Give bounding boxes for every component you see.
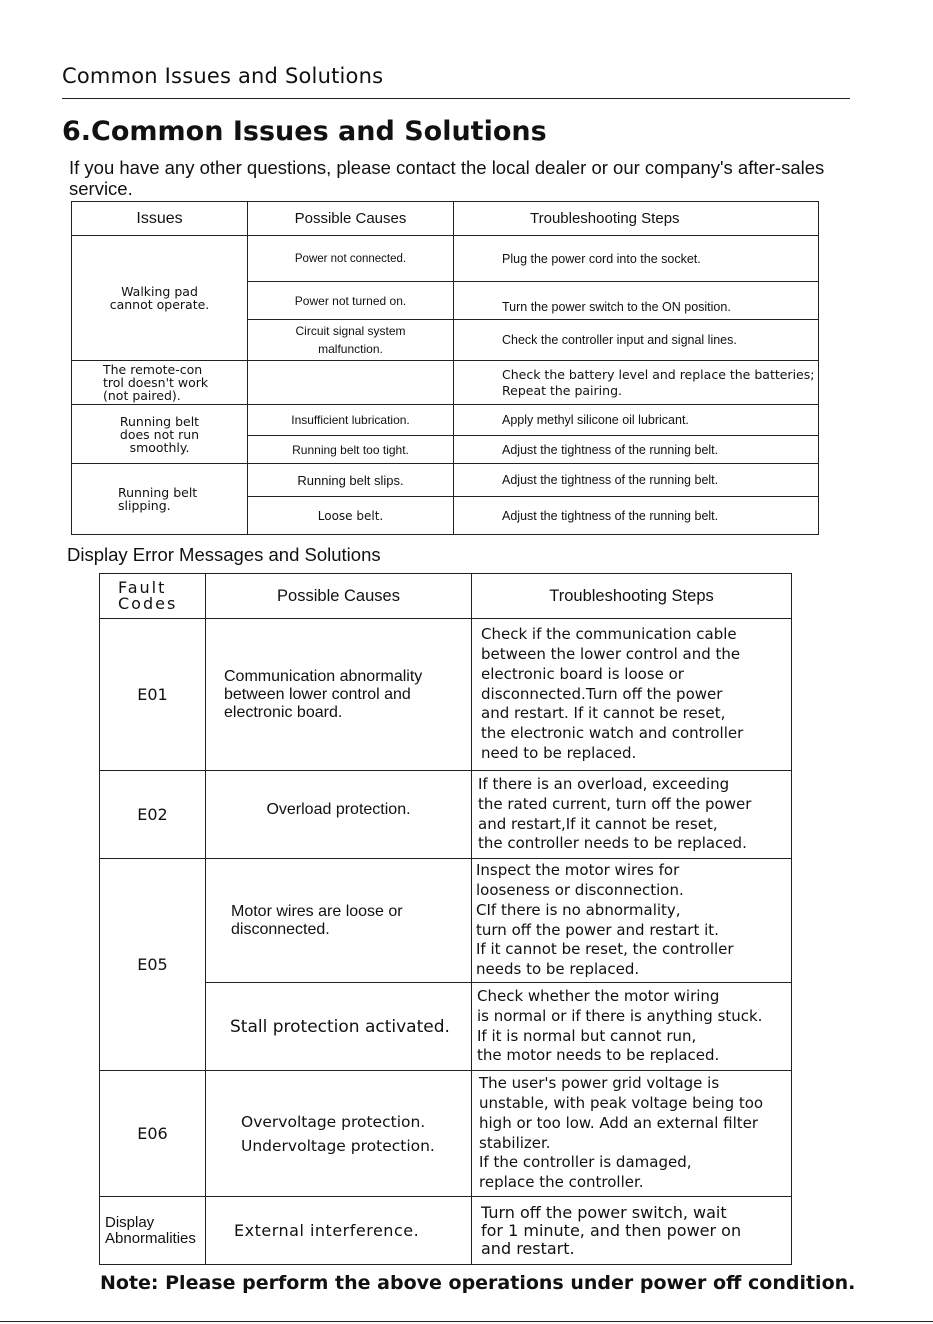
fault-code-e01: E01 bbox=[100, 619, 206, 771]
header-troubleshooting-steps: Troubleshooting Steps bbox=[472, 574, 792, 619]
table-row bbox=[72, 361, 819, 405]
error-codes-table bbox=[99, 573, 792, 1265]
page-header-title: Common Issues and Solutions bbox=[62, 64, 384, 88]
step-cell: Inspect the motor wires for looseness or disconnection. CIf there is no abnormality, turn off the power and restart it. If it cannot be reset, the controller needs to be replaced. bbox=[472, 859, 792, 983]
issue-cell: Running belt does not run smoothly. bbox=[72, 405, 248, 464]
header-possible-causes: Possible Causes bbox=[206, 574, 472, 619]
step-cell: If there is an overload, exceeding the rated current, turn off the power and restart,If it cannot be reset, the controller needs to be replaced. bbox=[472, 771, 792, 859]
table-row bbox=[72, 405, 819, 436]
error-section-title: Display Error Messages and Solutions bbox=[67, 544, 381, 565]
step-cell: Check if the communication cable between the lower control and the electronic board is loose or disconnected.Turn off the power and restart. If it cannot be reset, the electronic watch and controller need to be replaced. bbox=[472, 619, 792, 771]
table-row bbox=[100, 771, 792, 859]
step-cell: Plug the power cord into the socket. bbox=[454, 236, 819, 282]
cause-cell: Circuit signal system malfunction. bbox=[248, 320, 454, 361]
issue-cell: Running belt slipping. bbox=[72, 464, 248, 535]
fault-code-display-abnormalities: Display Abnormalities bbox=[100, 1197, 206, 1265]
common-issues-table bbox=[71, 201, 819, 535]
fault-code-e02: E02 bbox=[100, 771, 206, 859]
step-cell: Turn off the power switch, wait for 1 minute, and then power on and restart. bbox=[472, 1197, 792, 1265]
fault-code-e06: E06 bbox=[100, 1071, 206, 1197]
step-cell: Check the controller input and signal lines. bbox=[454, 320, 819, 361]
step-cell: Adjust the tightness of the running belt. bbox=[454, 464, 819, 497]
cause-cell: Overload protection. bbox=[206, 771, 472, 859]
header-troubleshooting-steps: Troubleshooting Steps bbox=[454, 202, 819, 236]
header-fault-codes: Fault Codes bbox=[100, 574, 206, 619]
cause-cell: External interference. bbox=[206, 1197, 472, 1265]
step-cell: The user's power grid voltage is unstable, with peak voltage being too high or too low. Add an external filter stabilizer. If the controller is damaged, replace the controller. bbox=[472, 1071, 792, 1197]
step-cell: Apply methyl silicone oil lubricant. bbox=[454, 405, 819, 436]
table-row bbox=[100, 619, 792, 771]
header-possible-causes: Possible Causes bbox=[248, 202, 454, 236]
table-row bbox=[100, 1197, 792, 1265]
step-cell: Adjust the tightness of the running belt. bbox=[454, 436, 819, 464]
step-cell: Check the battery level and replace the batteries; Repeat the pairing. bbox=[454, 361, 819, 405]
header-issues: Issues bbox=[72, 202, 248, 236]
step-cell: Check whether the motor wiring is normal or if there is anything stuck. If it is normal but cannot run, the motor needs to be replaced. bbox=[472, 983, 792, 1071]
cause-cell: Power not connected. bbox=[248, 236, 454, 282]
cause-cell: Stall protection activated. bbox=[206, 983, 472, 1071]
header-divider bbox=[62, 98, 850, 99]
intro-text: If you have any other questions, please contact the local dealer or our company's after-sales service. bbox=[69, 157, 825, 199]
step-cell: Turn the power switch to the ON position. bbox=[454, 282, 819, 320]
cause-cell: Power not turned on. bbox=[248, 282, 454, 320]
cause-cell: Motor wires are loose or disconnected. bbox=[206, 859, 472, 983]
fault-code-e05: E05 bbox=[100, 859, 206, 1071]
issue-cell: The remote-con trol doesn't work (not paired). bbox=[72, 361, 248, 405]
cause-cell: Running belt too tight. bbox=[248, 436, 454, 464]
footer-note: Note: Please perform the above operations under power off condition. bbox=[100, 1272, 856, 1294]
issue-cell: Walking pad cannot operate. bbox=[72, 236, 248, 361]
table-header-row bbox=[100, 574, 792, 619]
table-row bbox=[72, 464, 819, 497]
table-row bbox=[100, 1071, 792, 1197]
footer-divider bbox=[0, 1321, 933, 1322]
section-title: 6.Common Issues and Solutions bbox=[62, 116, 547, 147]
table-row bbox=[100, 859, 792, 983]
table-header-row bbox=[72, 202, 819, 236]
cause-cell: Loose belt. bbox=[248, 497, 454, 535]
cause-cell: Overvoltage protection. Undervoltage protection. bbox=[206, 1071, 472, 1197]
step-cell: Adjust the tightness of the running belt. bbox=[454, 497, 819, 535]
cause-cell bbox=[248, 361, 454, 405]
cause-cell: Running belt slips. bbox=[248, 464, 454, 497]
cause-cell: Communication abnormality between lower control and electronic board. bbox=[206, 619, 472, 771]
table-row bbox=[72, 236, 819, 282]
cause-cell: Insufficient lubrication. bbox=[248, 405, 454, 436]
